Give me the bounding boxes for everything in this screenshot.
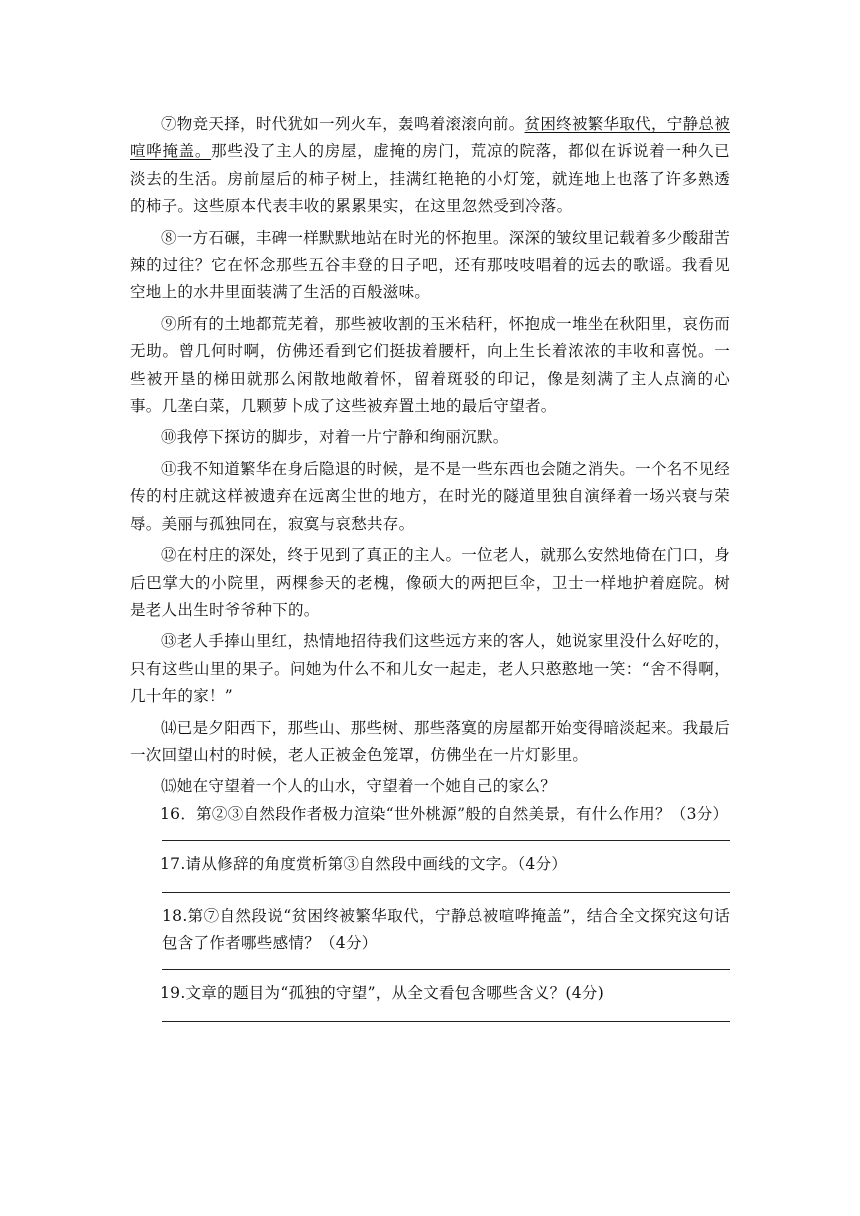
answer-line-19[interactable]: [162, 1021, 730, 1022]
paragraph-7-text-cont: 那些没了主人的房屋，虚掩的房门，荒凉的院落，都似在诉说着一种久已淡去的生活。房前屋后的柿子树上，挂满红艳艳的小灯笼，就连地上也落了许多熟透的柿子。这些原本代表丰收的累累果实，在这里忽然受到冷落。: [130, 142, 730, 216]
paragraph-7-text: ⑦物竞天择，时代犹如一列火车，轰鸣着滚滚向前。: [161, 115, 525, 133]
answer-line-18[interactable]: [162, 969, 730, 970]
question-18: 18.第⑦自然段说“贫困终被繁华取代，宁静总被喧哗掩盖”，结合全文探究这句话包含了作者哪些感情？（4分）: [162, 906, 730, 952]
paragraph-11: ⑪我不知道繁华在身后隐退的时候，是不是一些东西也会随之消失。一个名不见经传的村庄就这样被遗弃在远离尘世的地方，在时光的隧道里独自演绎着一场兴衰与荣辱。美丽与孤独同在，寂寞与哀愁共存。: [130, 459, 730, 533]
question-17: 17.请从修辞的角度赏析第③自然段中画线的文字。（4分）: [160, 854, 568, 873]
paragraph-7: [130, 111, 730, 221]
answer-line-17[interactable]: [162, 892, 730, 893]
paragraph-15: ⒂她在守望着一个人的山水，守望着一个她自己的家么？: [161, 777, 557, 796]
paragraph-8: ⑧一方石碾，丰碑一样默默地站在时光的怀抱里。深深的皱纹里记载着多少酸甜苦辣的过往？它在怀念那些五谷丰登的日子吧，还有那吱吱唱着的远去的歌谣。我看见空地上的水井里面装满了生活的百般滋味。: [130, 228, 730, 302]
question-19: 19.文章的题目为“孤独的守望”，从全文看包含哪些含义？(4分): [160, 983, 605, 1002]
paragraph-9: ⑨所有的土地都荒芜着，那些被收割的玉米秸秆，怀抱成一堆坐在秋阳里，哀伤而无助。曾几何时啊，仿佛还看到它们挺拔着腰杆，向上生长着浓浓的丰收和喜悦。一些被开垦的梯田就那么闲散地敞着怀，留着斑驳的印记，像是刻满了主人点滴的心事。几垄白菜，几颗萝卜成了这些被弃置土地的最后守望者。: [130, 314, 730, 416]
question-16: 16．第②③自然段作者极力渲染“世外桃源”般的自然美景，有什么作用？（3分）: [160, 804, 729, 823]
paragraph-10: ⑩我停下探访的脚步，对着一片宁静和绚丽沉默。: [161, 428, 509, 447]
paragraph-14: ⒁已是夕阳西下，那些山、那些树、那些落寞的房屋都开始变得暗淡起来。我最后一次回望山村的时候，老人正被金色笼罩，仿佛坐在一片灯影里。: [130, 718, 730, 764]
document-body: [130, 111, 730, 1032]
answer-line-16[interactable]: [162, 840, 730, 841]
paragraph-12: ⑫在村庄的深处，终于见到了真正的主人。一位老人，就那么安然地倚在门口，身后巴掌大的小院里，两棵参天的老槐，像硕大的两把巨伞，卫士一样地护着庭院。树是老人出生时爷爷种下的。: [130, 546, 730, 619]
paragraph-13: ⑬老人手捧山里红，热情地招待我们这些远方来的客人，她说家里没什么好吃的，只有这些山里的果子。问她为什么不和儿女一起走，老人只憨憨地一笑：“舍不得啊，几十年的家！”: [130, 632, 730, 706]
underlined-sentence: 贫困终被繁华取代，宁静总被喧哗掩盖。: [130, 115, 730, 161]
